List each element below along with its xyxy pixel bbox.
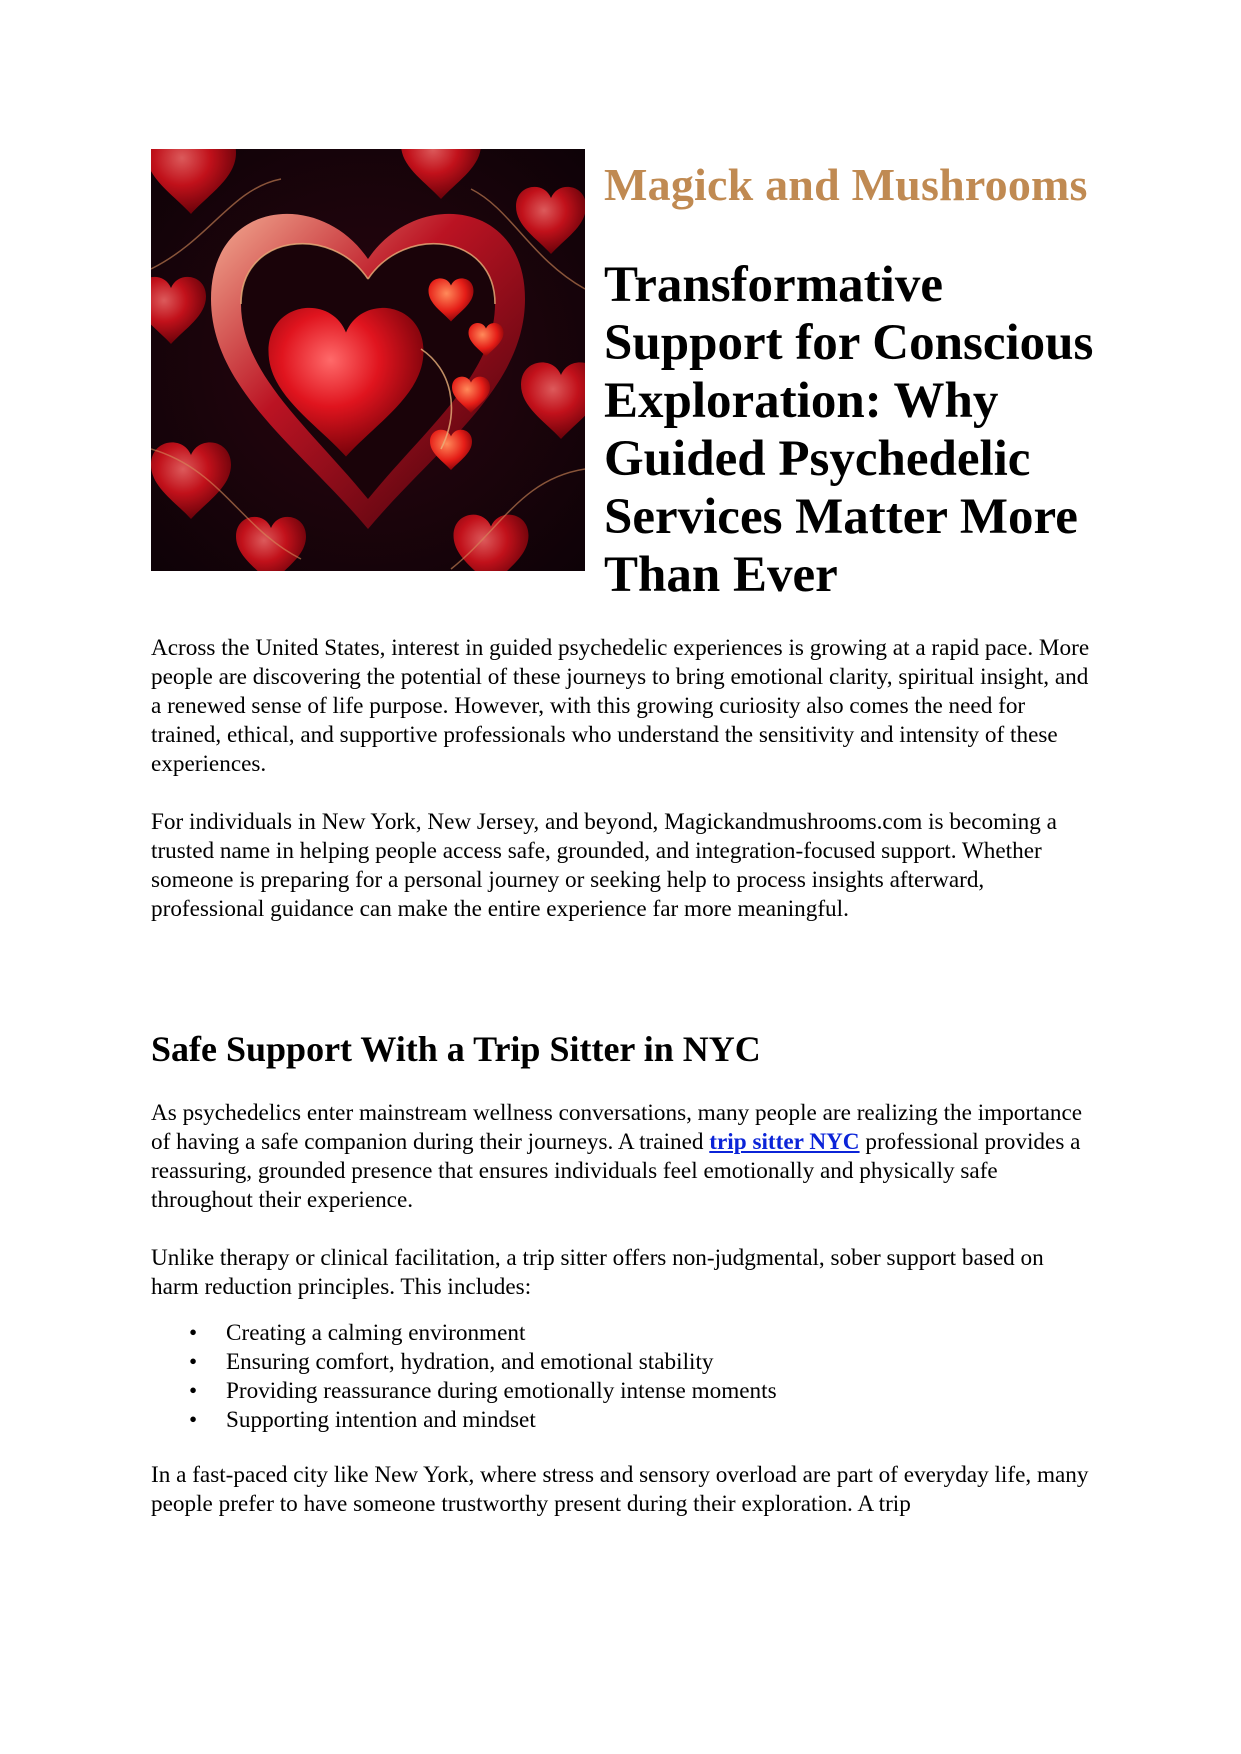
list-item: • Ensuring comfort, hydration, and emotional stability: [151, 1348, 1096, 1377]
brand-logo: Magick and Mushrooms: [604, 159, 1088, 210]
list-item: • Providing reassurance during emotionally intense moments: [151, 1377, 1096, 1406]
trip-sitter-nyc-link[interactable]: trip sitter NYC: [709, 1129, 860, 1155]
article-body: [151, 634, 1096, 1519]
hearts-artwork-icon: [151, 149, 585, 571]
paragraph-text: As psychedelics enter mainstream wellness conversations, many people are realizing the importance of having a safe companion during their journeys. A trained: [151, 1100, 1083, 1155]
intro-paragraph-2: For individuals in New York, New Jersey, and beyond, Magickandmushrooms.com is becoming a trusted name in helping people access safe, grounded, and integration-focused support. Whether someone is preparing for a personal journey or seeking help to process insights afterward, professional guidance can make the entire experience far more meaningful.: [151, 809, 1057, 922]
section-paragraph-1: [151, 1099, 1096, 1215]
list-item: • Supporting intention and mindset: [151, 1406, 1096, 1435]
paragraph-text: professional provides a reassuring, grounded presence that ensures individuals feel emotionally and physically safe throughout their experience.: [151, 1129, 1081, 1213]
section-paragraph-3: In a fast-paced city like New York, where stress and sensory overload are part of everyday life, many people prefer to have someone trustworthy present during their exploration. A trip: [151, 1462, 1089, 1517]
section-heading: Safe Support With a Trip Sitter in NYC: [151, 1029, 761, 1069]
intro-paragraph-1: Across the United States, interest in guided psychedelic experiences is growing at a rapid pace. More people are discovering the potential of these journeys to bring emotional clarity, spiritual insight, and a renewed sense of life purpose. However, with this growing curiosity also comes the need for trained, ethical, and supportive professionals who understand the sensitivity and intensity of these experiences.: [151, 635, 1090, 777]
page-title: Transformative Support for Conscious Exploration: Why Guided Psychedelic Services Matter More Than Ever: [604, 257, 1094, 603]
list-item: • Creating a calming environment: [151, 1319, 1096, 1348]
bullet-list: [151, 1319, 1096, 1435]
section-paragraph-2: Unlike therapy or clinical facilitation, a trip sitter offers non-judgmental, sober support based on harm reduction principles. This includes:: [151, 1245, 1044, 1300]
